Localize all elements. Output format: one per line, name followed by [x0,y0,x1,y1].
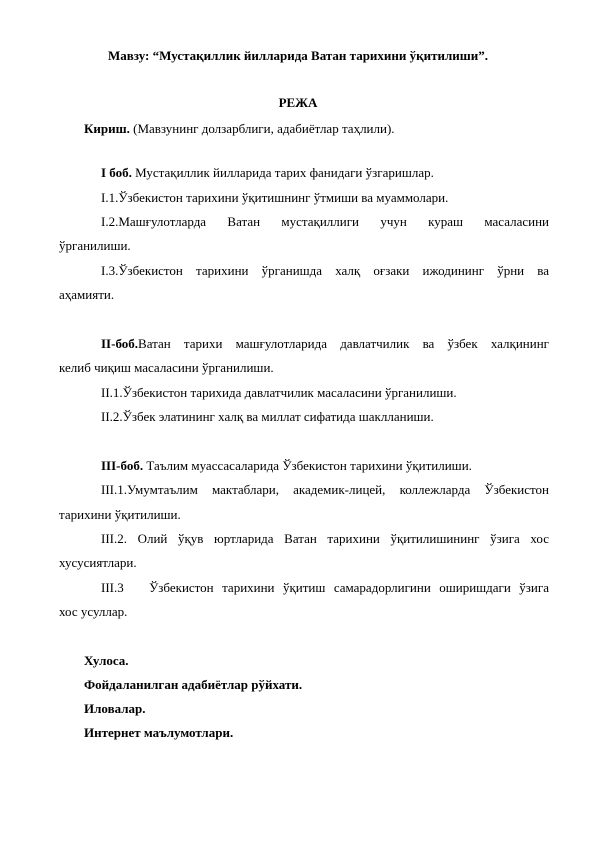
chapter-3-line [101,458,472,474]
intro-text: (Мавзунинг долзарблиги, адабиётлар таҳлили). [129,121,395,136]
plan-heading: РЕЖА [278,95,318,110]
conclusion-heading: Хулоса. [84,653,129,668]
references-heading: Фойдаланилган адабиётлар рўйхати. [84,677,303,692]
section-3-3-line-2: хос усуллар. [59,604,128,619]
section-3-1-line-2: тарихини ўқитилиши. [59,507,181,522]
chapter-2-title: Ватан тарихи машғулотларида давлатчилик ва ўзбек халқининг [138,336,549,351]
section-2-2: II.2.Ўзбек элатининг халқ ва миллат сифатида шаклланиши. [101,409,434,424]
chapter-1-line [101,165,434,181]
chapter-2-line-1 [101,336,549,352]
intro-label: Кириш. [84,121,130,136]
section-1-2-line-2: ўрганилиши. [59,238,131,253]
section-2-1: II.1.Ўзбекистон тарихида давлатчилик масаласини ўрганилиши. [101,385,457,400]
section-1-2-line-1: I.2.Машғулотларда Ватан мустақиллиги учун кураш масаласини [101,214,549,229]
chapter-3-title: Таълим муассасаларида Ўзбекистон тарихини ўқитилиши. [143,458,472,473]
chapter-2-line-2: келиб чиқиш масаласини ўрганилиши. [59,360,274,375]
intro-line [84,121,395,137]
internet-heading: Интернет маълумотлари. [84,725,234,740]
section-1-3-line-2: аҳамияти. [59,287,115,302]
chapter-2-label: II-боб. [101,336,139,351]
appendices-heading: Иловалар. [84,701,146,716]
chapter-3-label: III-боб. [101,458,144,473]
section-3-1-line-1: III.1.Умумтаълим мактаблари, академик-лицей, коллежларда Ўзбекистон [101,482,549,497]
section-3-2-line-1: III.2. Олий ўқув юртларида Ватан тарихини ўқитилишининг ўзига хос [101,531,549,546]
section-3-3-line-1: III.3 Ўзбекистон тарихини ўқитиш самарадорлигини оширишдаги ўзига [101,580,549,595]
chapter-1-label: I боб. [101,165,132,180]
document-title: Мавзу: “Мустақиллик йилларида Ватан тарихини ўқитилиши”. [107,48,489,63]
section-1-1: I.1.Ўзбекистон тарихини ўқитишнинг ўтмиши ва муаммолари. [101,190,449,205]
chapter-1-title: Мустақиллик йилларида тарих фанидаги ўзгаришлар. [131,165,434,180]
section-3-2-line-2: хусусиятлари. [59,555,137,570]
section-1-3-line-1: I.3.Ўзбекистон тарихини ўрганишда халқ оғзаки ижодининг ўрни ва [101,263,549,278]
